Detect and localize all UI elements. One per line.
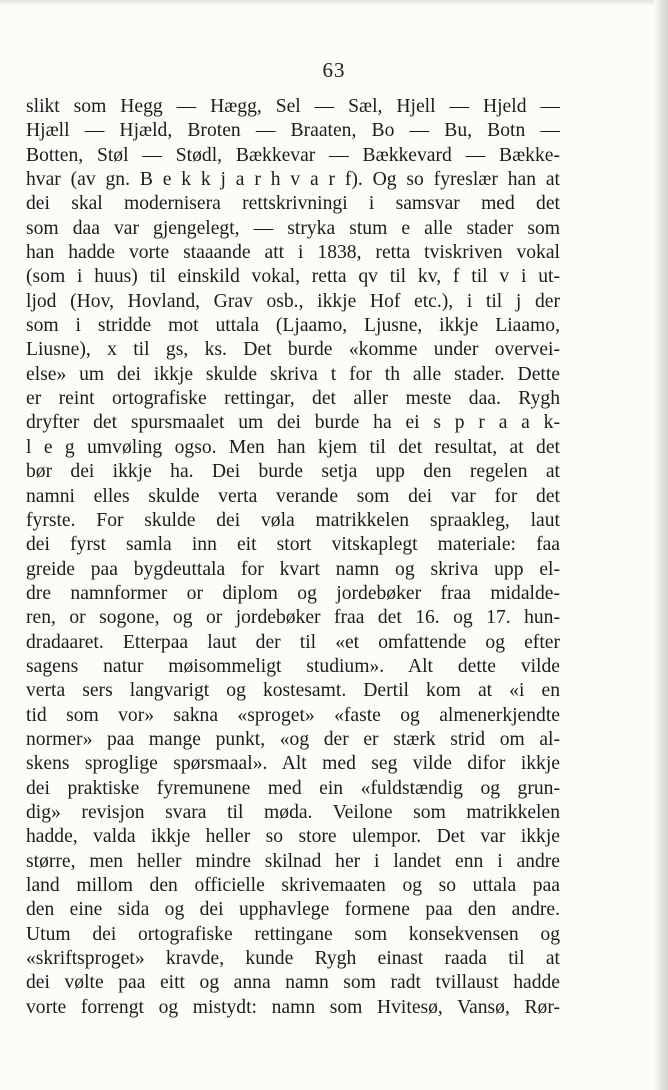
- text-line: hadde, valda ikkje heller so store ulempor. Det var ikkje: [26, 826, 560, 848]
- text-line: tid som vor» sakna «sproget» «faste og almenerkjendte: [26, 704, 560, 726]
- text-line: (som i huus) til einskild vokal, retta qv til kv, f til v i ut-: [26, 266, 560, 288]
- text-line: fyrste. For skulde dei vøla matrikkelen spraakleg, laut: [26, 509, 560, 531]
- text-line: ren, or sogone, og or jordebøker fraa det 16. og 17. hun-: [26, 607, 560, 629]
- text-line: større, men heller mindre skilnad her i landet enn i andre: [26, 850, 560, 872]
- text-line: dig» revisjon svara til møda. Veilone som matrikkelen: [26, 801, 560, 823]
- text-line: land millom den officielle skrivemaaten og so uttala paa: [26, 875, 560, 896]
- text-line: dei fyrst samla inn eit stort vitskaplegt materiale: faa: [26, 534, 560, 556]
- text-line: vorte forrengt og mistydt: namn som Hvitesø, Vansø, Rør-: [26, 996, 560, 1018]
- text-line: else» um dei ikkje skulde skriva t for th alle stader. Dette: [26, 363, 560, 385]
- text-line: dei praktiske fyremunene med ein «fuldstændig og grun-: [26, 777, 560, 799]
- text-line: dryfter det spursmaalet um dei burde ha ei s p r a a k-: [26, 412, 560, 434]
- body-text: [26, 95, 560, 1020]
- text-line: dei skal modernisera rettskrivningi i samsvar med det: [26, 193, 560, 215]
- text-line: namni elles skulde verta verande som dei var for det: [26, 485, 560, 507]
- text-line: slikt som Hegg — Hægg, Sel — Sæl, Hjell — Hjeld —: [26, 96, 560, 117]
- text-line: som i stridde mot uttala (Ljaamo, Ljusne, ikkje Liaamo,: [26, 315, 560, 337]
- text-line: l e g umvøling ogso. Men han kjem til det resultat, at det: [26, 436, 560, 458]
- text-line: ljod (Hov, Hovland, Grav osb., ikkje Hof etc.), i til j der: [26, 290, 560, 312]
- text-line: er reint ortografiske rettingar, det aller meste daa. Rygh: [26, 388, 560, 410]
- text-line: Utum dei ortografiske rettingane som konsekvensen og: [26, 923, 560, 945]
- text-line: greide paa bygdeuttala for kvart namn og skriva upp el-: [26, 558, 560, 580]
- text-line: Liusne), x til gs, ks. Det burde «komme under overvei-: [26, 339, 560, 361]
- scan-edge-right: [654, 0, 668, 1090]
- text-line: «skriftsproget» kravde, kunde Rygh einast raada til at: [26, 948, 560, 970]
- scan-edge-top: [0, 0, 668, 6]
- text-line: dradaaret. Etterpaa laut der til «et omfattende og efter: [26, 631, 560, 653]
- text-line: normer» paa mange punkt, «og der er stærk strid om al-: [26, 728, 560, 750]
- text-line: han hadde vorte staaande att i 1838, retta tviskriven vokal: [26, 242, 560, 264]
- text-line: skens sproglige spørsmaal». Alt med seg vilde difor ikkje: [26, 753, 560, 775]
- text-line: Hjæll — Hjæld, Broten — Braaten, Bo — Bu, Botn —: [26, 120, 560, 142]
- page-number: 63: [322, 58, 346, 82]
- text-line: som daa var gjengelegt, — stryka stum e alle stader som: [26, 217, 560, 239]
- text-line: Botten, Støl — Stødl, Bækkevar — Bækkevard — Bække-: [26, 144, 560, 166]
- text-line: den eine sida og dei upphavlege formene paa den andre.: [26, 899, 560, 921]
- text-line: verta sers langvarigt og kostesamt. Dertil kom at «i en: [26, 680, 560, 702]
- text-line: dre namnformer or diplom og jordebøker fraa midalde-: [26, 582, 560, 604]
- text-line: hvar (av gn. B e k k j a r h v a r f). Og so fyreslær han at: [26, 169, 560, 191]
- text-line: bør dei ikkje ha. Dei burde setja upp den regelen at: [26, 461, 560, 483]
- text-line: sagens natur møisommeligt studium». Alt dette vilde: [26, 655, 560, 677]
- text-line: dei vølte paa eitt og anna namn som radt tvillaust hadde: [26, 972, 560, 994]
